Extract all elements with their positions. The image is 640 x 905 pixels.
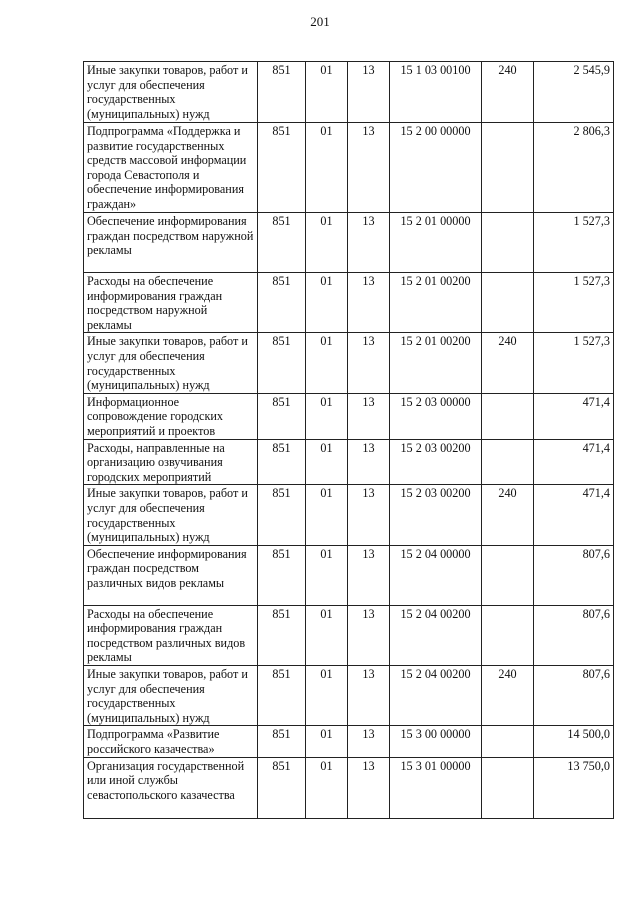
target-article-cell: 15 2 01 00000 [390, 213, 482, 273]
expense-name-cell: Обеспечение информирования граждан посредством различных видов рекламы [84, 545, 258, 605]
amount-cell: 1 527,3 [534, 213, 614, 273]
expense-name-cell: Информационное сопровождение городских мероприятий и проектов [84, 393, 258, 439]
table-row [84, 439, 614, 485]
expense-type-cell [482, 545, 534, 605]
amount-cell: 471,4 [534, 439, 614, 485]
expense-name-cell: Обеспечение информирования граждан посредством наружной рекламы [84, 213, 258, 273]
department-code-cell: 851 [258, 485, 306, 545]
section-code-cell: 01 [306, 439, 348, 485]
section-code-cell: 01 [306, 213, 348, 273]
page-number: 201 [310, 14, 330, 29]
section-code-cell: 01 [306, 333, 348, 393]
expense-type-cell [482, 605, 534, 665]
expense-name-cell: Иные закупки товаров, работ и услуг для обеспечения государственных (муниципальных) нужд [84, 666, 258, 726]
section-code-cell: 01 [306, 666, 348, 726]
table-row [84, 545, 614, 605]
amount-cell: 471,4 [534, 393, 614, 439]
expense-type-cell [482, 757, 534, 818]
subsection-code-cell: 13 [348, 393, 390, 439]
expense-name-cell: Подпрограмма «Поддержка и развитие государственных средств массовой информации города Севастополя и обеспечение информирования граждан» [84, 123, 258, 213]
subsection-code-cell: 13 [348, 605, 390, 665]
expense-type-cell: 240 [482, 62, 534, 123]
section-code-cell: 01 [306, 123, 348, 213]
amount-cell: 1 527,3 [534, 333, 614, 393]
target-article-cell: 15 1 03 00100 [390, 62, 482, 123]
amount-cell: 1 527,3 [534, 273, 614, 333]
subsection-code-cell: 13 [348, 213, 390, 273]
amount-cell: 807,6 [534, 545, 614, 605]
subsection-code-cell: 13 [348, 439, 390, 485]
department-code-cell: 851 [258, 666, 306, 726]
section-code-cell: 01 [306, 393, 348, 439]
section-code-cell: 01 [306, 605, 348, 665]
amount-cell: 807,6 [534, 666, 614, 726]
amount-cell: 2 806,3 [534, 123, 614, 213]
expense-name-cell: Подпрограмма «Развитие российского казачества» [84, 726, 258, 757]
target-article-cell: 15 2 03 00000 [390, 393, 482, 439]
section-code-cell: 01 [306, 726, 348, 757]
target-article-cell: 15 2 04 00200 [390, 605, 482, 665]
subsection-code-cell: 13 [348, 545, 390, 605]
expense-type-cell [482, 393, 534, 439]
section-code-cell: 01 [306, 62, 348, 123]
expense-type-cell [482, 273, 534, 333]
table-row [84, 333, 614, 393]
target-article-cell: 15 2 04 00200 [390, 666, 482, 726]
budget-table [83, 61, 614, 819]
table-row [84, 485, 614, 545]
subsection-code-cell: 13 [348, 757, 390, 818]
expense-type-cell [482, 123, 534, 213]
table-row [84, 273, 614, 333]
target-article-cell: 15 2 04 00000 [390, 545, 482, 605]
target-article-cell: 15 2 03 00200 [390, 485, 482, 545]
table-row [84, 666, 614, 726]
expense-name-cell: Иные закупки товаров, работ и услуг для обеспечения государственных (муниципальных) нужд [84, 62, 258, 123]
subsection-code-cell: 13 [348, 273, 390, 333]
department-code-cell: 851 [258, 726, 306, 757]
table-row [84, 393, 614, 439]
expense-type-cell: 240 [482, 666, 534, 726]
table-row [84, 213, 614, 273]
subsection-code-cell: 13 [348, 333, 390, 393]
table-row [84, 605, 614, 665]
expense-name-cell: Организация государственной или иной службы севастопольского казачества [84, 757, 258, 818]
expense-name-cell: Иные закупки товаров, работ и услуг для обеспечения государственных (муниципальных) нужд [84, 333, 258, 393]
table-row [84, 123, 614, 213]
department-code-cell: 851 [258, 757, 306, 818]
table-body [84, 62, 614, 819]
table-row [84, 726, 614, 757]
subsection-code-cell: 13 [348, 62, 390, 123]
table-row [84, 757, 614, 818]
department-code-cell: 851 [258, 333, 306, 393]
expense-type-cell [482, 726, 534, 757]
subsection-code-cell: 13 [348, 726, 390, 757]
expense-type-cell [482, 213, 534, 273]
department-code-cell: 851 [258, 213, 306, 273]
target-article-cell: 15 2 03 00200 [390, 439, 482, 485]
subsection-code-cell: 13 [348, 485, 390, 545]
target-article-cell: 15 3 00 00000 [390, 726, 482, 757]
department-code-cell: 851 [258, 393, 306, 439]
department-code-cell: 851 [258, 62, 306, 123]
table-row [84, 62, 614, 123]
target-article-cell: 15 2 01 00200 [390, 273, 482, 333]
section-code-cell: 01 [306, 485, 348, 545]
department-code-cell: 851 [258, 273, 306, 333]
expense-name-cell: Расходы на обеспечение информирования граждан посредством различных видов рекламы [84, 605, 258, 665]
expense-type-cell: 240 [482, 333, 534, 393]
subsection-code-cell: 13 [348, 666, 390, 726]
department-code-cell: 851 [258, 123, 306, 213]
expense-type-cell [482, 439, 534, 485]
expense-type-cell: 240 [482, 485, 534, 545]
target-article-cell: 15 3 01 00000 [390, 757, 482, 818]
section-code-cell: 01 [306, 273, 348, 333]
section-code-cell: 01 [306, 545, 348, 605]
target-article-cell: 15 2 01 00200 [390, 333, 482, 393]
department-code-cell: 851 [258, 605, 306, 665]
target-article-cell: 15 2 00 00000 [390, 123, 482, 213]
section-code-cell: 01 [306, 757, 348, 818]
amount-cell: 471,4 [534, 485, 614, 545]
amount-cell: 807,6 [534, 605, 614, 665]
expense-name-cell: Иные закупки товаров, работ и услуг для обеспечения государственных (муниципальных) нужд [84, 485, 258, 545]
department-code-cell: 851 [258, 545, 306, 605]
amount-cell: 13 750,0 [534, 757, 614, 818]
expense-name-cell: Расходы, направленные на организацию озвучивания городских мероприятий [84, 439, 258, 485]
amount-cell: 2 545,9 [534, 62, 614, 123]
expense-name-cell: Расходы на обеспечение информирования граждан посредством наружной рекламы [84, 273, 258, 333]
department-code-cell: 851 [258, 439, 306, 485]
subsection-code-cell: 13 [348, 123, 390, 213]
amount-cell: 14 500,0 [534, 726, 614, 757]
